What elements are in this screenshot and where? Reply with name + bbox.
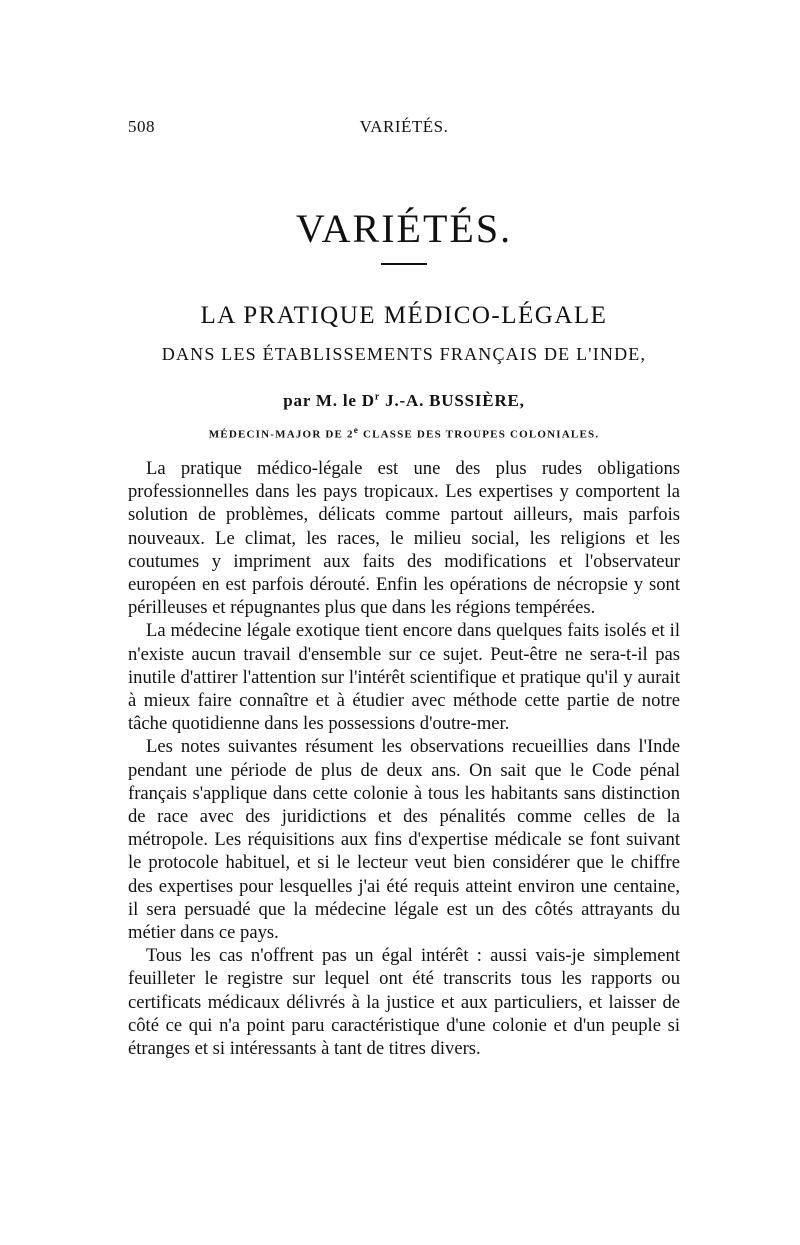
paragraph-1: La pratique médico-légale est une des plus rudes obligations professionnelles dans les pays tropicaux. Les expertises y comportent la solution de problèmes, délicats comme partout ailleurs, mais parfois nouveaux. Le climat, les races, le milieu social, les religions et les coutumes y impriment aux faits des modifications et l'observateur européen en est parfois dérouté. Enfin les opérations de nécropsie y sont périlleuses et répugnantes plus que dans les régions tempérées. (128, 458, 680, 619)
byline-superscript: r (374, 391, 381, 403)
article-title: LA PRATIQUE MÉDICO-LÉGALE (200, 302, 608, 329)
author-byline (128, 391, 680, 411)
section-title: VARIÉTÉS. (295, 206, 513, 251)
paragraph-2: La médecine légale exotique tient encore dans quelques faits isolés et il n'existe aucun travail d'ensemble sur ce sujet. Peut-être ne sera-t-il pas inutile d'attirer l'attention sur l'intérêt scientifique et pratique qu'il y aurait à mieux faire connaître et à étudier avec méthode cette partie de notre tâche quotidienne dans les possessions d'outre-mer. (128, 620, 680, 735)
rank-superscript: e (353, 425, 360, 435)
paragraph-3: Les notes suivantes résument les observations recueillies dans l'Inde pendant une période de plus de deux ans. On sait que le Code pénal français s'applique dans cette colonie à tous les habitants sans distinction de race avec des juridictions et des pénalités comme celles de la métropole. Les réquisitions aux fins d'expertise médicale se font suivant le protocole habituel, et si le lecteur veut bien considérer que le chiffre des expertises pour lesquelles j'ai été requis atteint environ une centaine, il sera persuadé que la médecine légale est un des côtés attrayants du métier dans ce pays. (128, 736, 680, 944)
rank-prefix: MÉDECIN-MAJOR DE 2 (208, 428, 354, 441)
title-divider (381, 263, 427, 265)
paragraph-4: Tous les cas n'offrent pas un égal intérêt : aussi vais-je simplement feuilleter le registre sur lequel ont été transcrits tous les rapports ou certificats médicaux délivrés à la justice et aux particuliers, et laisser de côté ce qui n'a point paru caractéristique d'une colonie et d'un peuple si étranges et si intéressants à tant de titres divers. (128, 945, 680, 1060)
byline-prefix: par M. le D (283, 391, 375, 410)
article-body (128, 457, 680, 1060)
article-subtitle: DANS LES ÉTABLISSEMENTS FRANÇAIS DE L'INDE, (161, 344, 647, 364)
page-number: 508 (128, 117, 155, 136)
rank-suffix: CLASSE DES TROUPES COLONIALES. (359, 428, 600, 441)
author-name: J.-A. BUSSIÈRE, (380, 391, 525, 410)
running-title: VARIÉTÉS. (359, 117, 449, 136)
author-rank (128, 425, 680, 441)
running-header (128, 117, 680, 141)
